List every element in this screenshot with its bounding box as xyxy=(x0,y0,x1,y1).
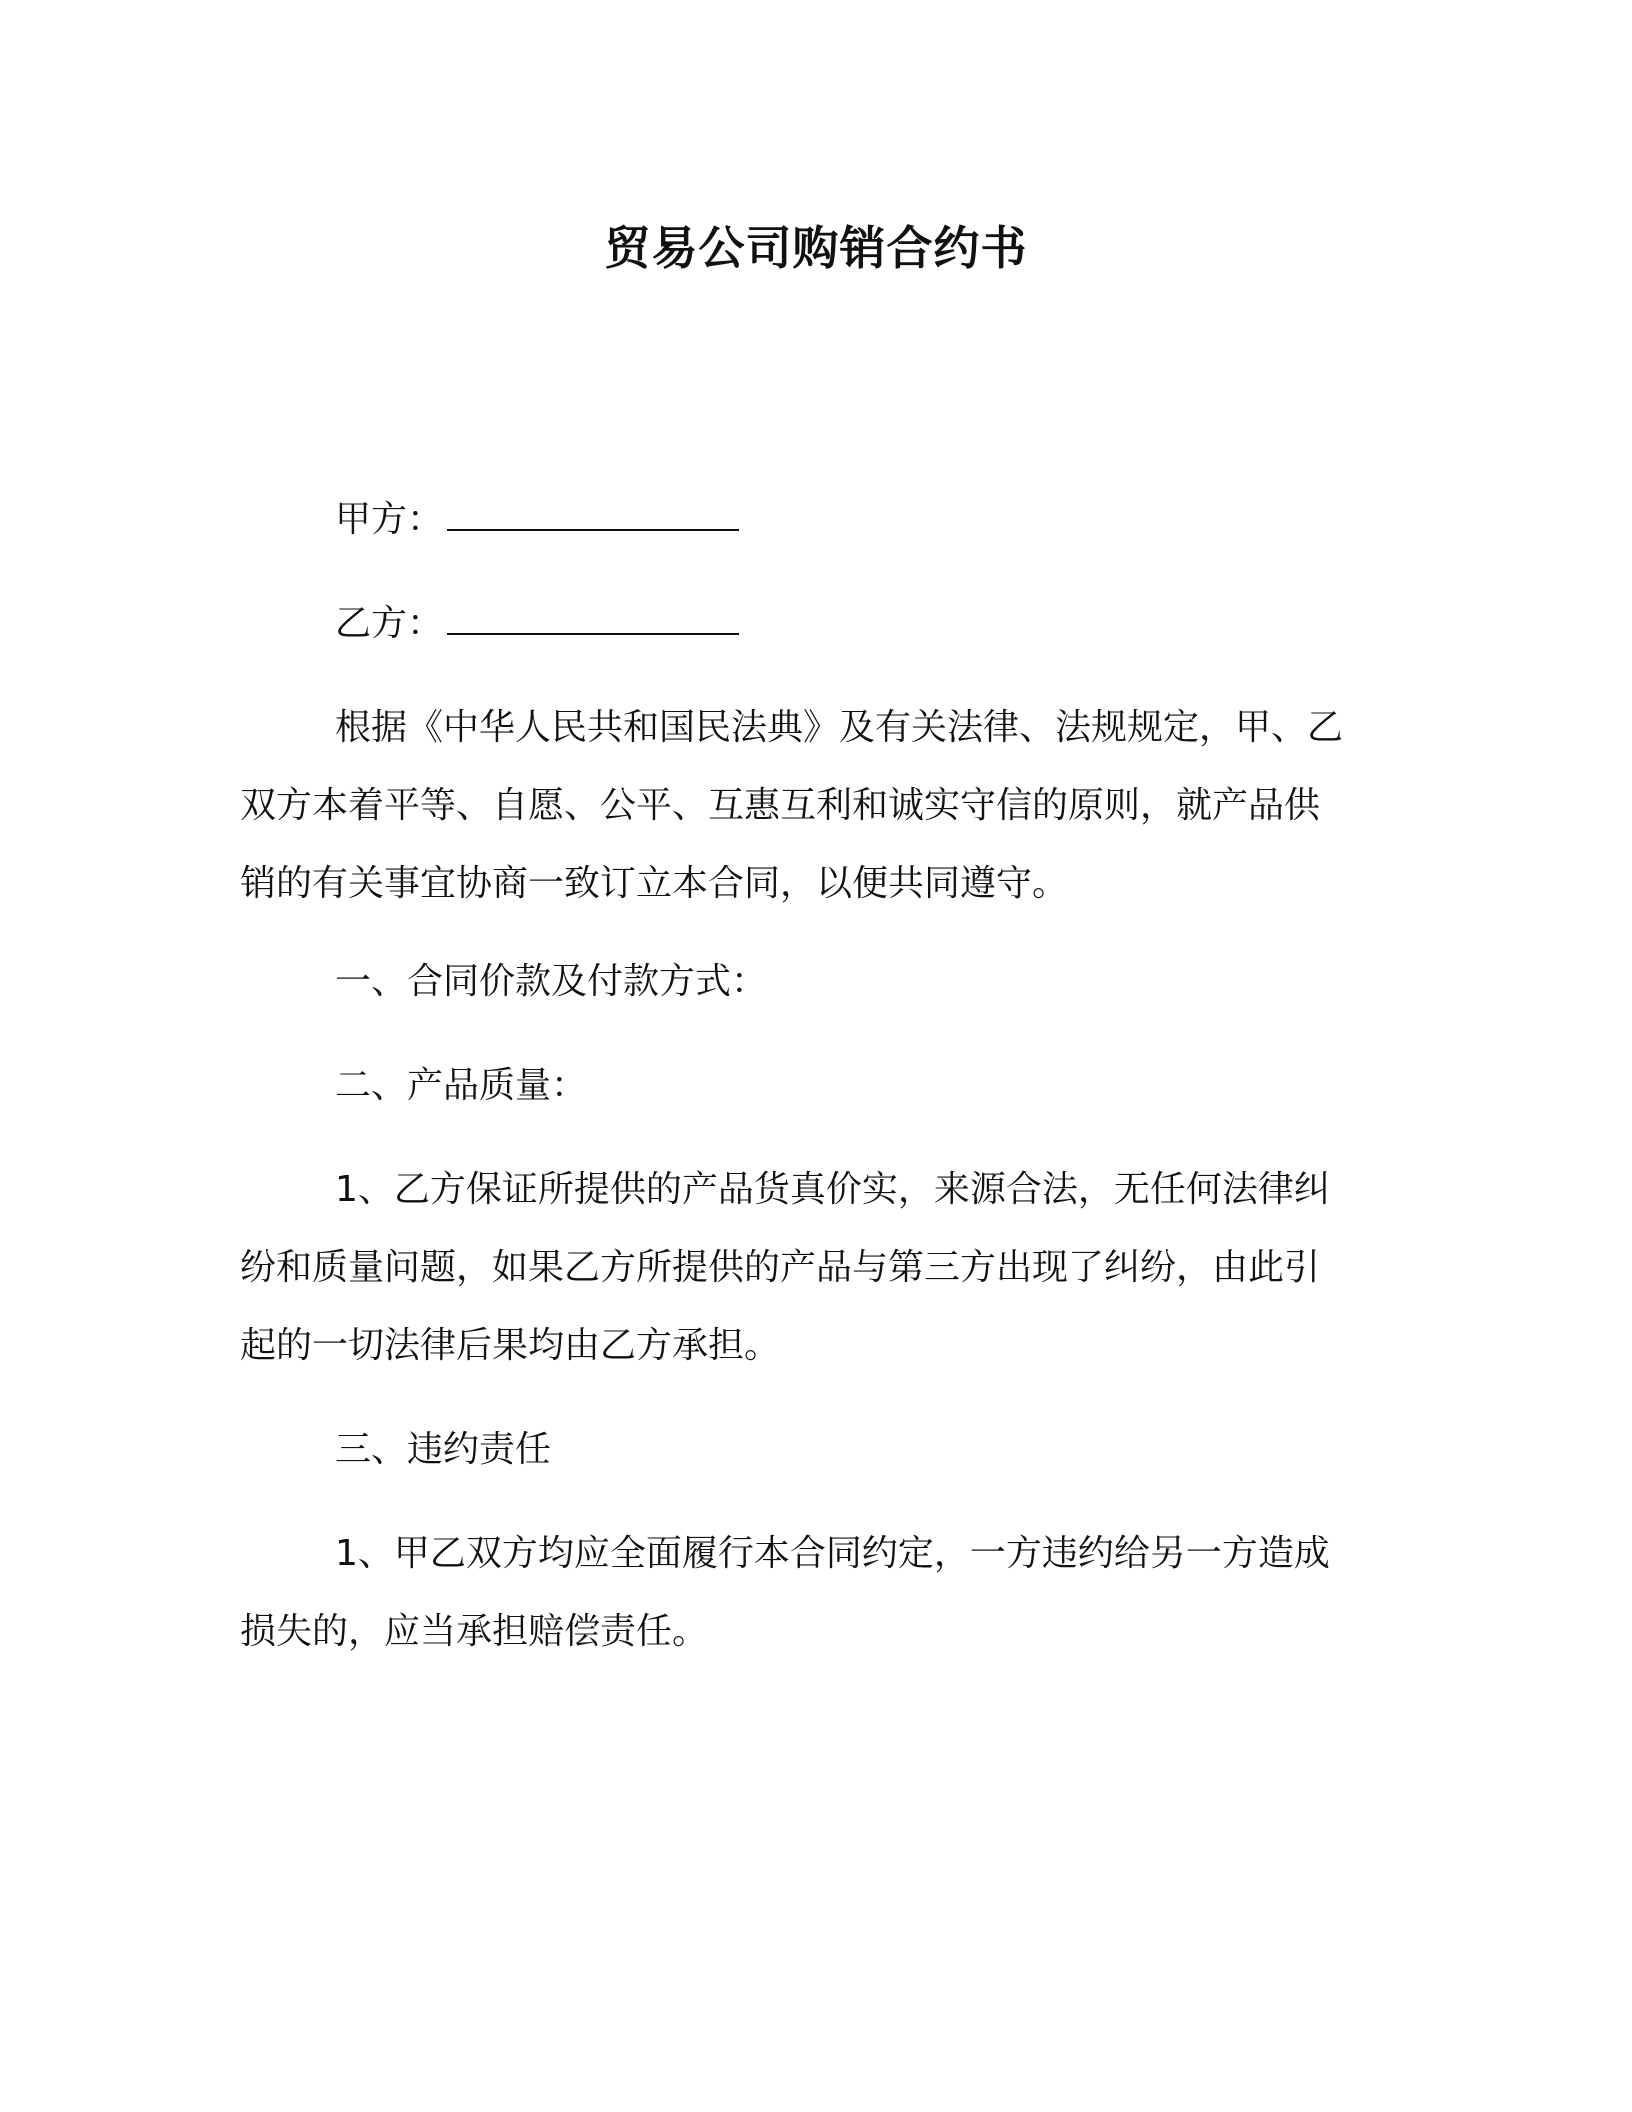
section2-heading: 二、产品质量： xyxy=(335,1065,588,1106)
section3-heading: 三、违约责任 xyxy=(335,1429,552,1470)
section1-heading: 一、合同价款及付款方式： xyxy=(335,961,768,1002)
section3-item1-line-1: 1、甲乙双方均应全面履行本合同约定，一方违约给另一方造成 xyxy=(335,1533,1330,1574)
party-a-label: 甲方： xyxy=(335,499,444,540)
party-b-blank xyxy=(447,603,739,635)
party-b-label: 乙方： xyxy=(335,603,444,644)
section2-item1-line-2: 纷和质量问题，如果乙方所提供的产品与第三方出现了纠纷，由此引 xyxy=(240,1247,1321,1288)
section3-item1-line-2: 损失的，应当承担赔偿责任。 xyxy=(240,1611,709,1652)
section2-item1-line-3: 起的一切法律后果均由乙方承担。 xyxy=(240,1325,781,1366)
party-b-line xyxy=(335,600,739,648)
party-a-line xyxy=(335,496,739,544)
intro-line-3: 销的有关事宜协商一致订立本合同，以便共同遵守。 xyxy=(240,863,1069,904)
intro-line-1: 根据《中华人民共和国民法典》及有关法律、法规规定，甲、乙 xyxy=(335,707,1344,748)
section2-item1-line-1: 1、乙方保证所提供的产品货真价实，来源合法，无任何法律纠 xyxy=(335,1169,1330,1210)
document-title: 贸易公司购销合约书 xyxy=(604,221,1028,275)
party-a-blank xyxy=(447,499,739,531)
intro-line-2: 双方本着平等、自愿、公平、互惠互利和诚实守信的原则，就产品供 xyxy=(240,785,1321,826)
